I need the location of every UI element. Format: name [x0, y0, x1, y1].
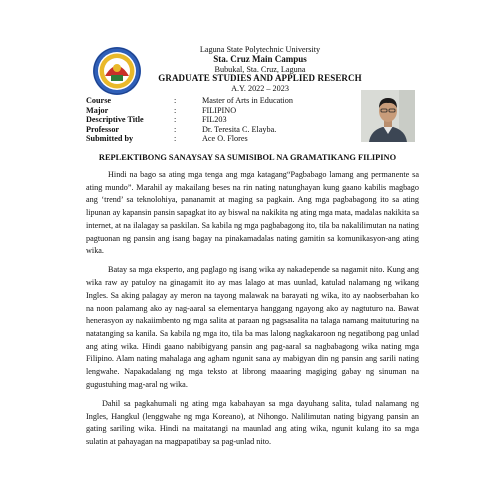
- paragraph: Dahil sa pagkahumali ng ating mga kabahayan sa mga dayuhang salita, tulad nalamang ng Ingles, Hangkul (lenggwahe ng mga Koreano), at Nihongo. Nalilimutan nating bigyang pansin an gating sariling wika. Hindi na maitatangi na maunlad ang ating wika, ngunit kulang ito sa mga sulatin at pahayagan na magpapatibay sa pag-unlad nito.: [86, 398, 419, 447]
- info-colon: :: [174, 115, 177, 125]
- info-value: FIL203: [202, 115, 227, 125]
- info-colon: :: [174, 105, 177, 115]
- campus-name: Sta. Cruz Main Campus: [213, 53, 307, 64]
- essay-body: [86, 169, 419, 455]
- info-value: FILIPINO: [202, 105, 237, 115]
- essay-title: REPLEKTIBONG SANAYSAY SA SUMISIBOL NA GRAMATIKANG FILIPINO: [98, 153, 397, 162]
- info-label: Submitted by: [86, 134, 134, 144]
- info-label: Course: [86, 96, 112, 105]
- school-name: GRADUATE STUDIES AND APPLIED RESERCH: [158, 73, 362, 84]
- document-header: [130, 45, 390, 94]
- info-row-professor: [86, 125, 293, 135]
- info-value: Dr. Teresita C. Elayba.: [202, 124, 277, 134]
- info-row-course: [86, 96, 293, 106]
- paragraph: Batay sa mga eksperto, ang paglago ng isang wika ay nakadepende sa nagamit nito. Kung ang wika raw ay patuloy na ginagamit ito ay mas lalago at mas uunlad, katulad nalamang ng wikang Ingles. Sa aking palagay ay meron na tayong malawak na barayati ng wika, ito ay naobserbahan ko na noon palamang ako ay nag-aaral sa elementarya hanggang ngayong ako ay nagtuturo na. Bawat henerasyon ay nakaiimbento ng mga salita at paraan ng pagsasalita na talaga namang maituturing na natatanging sa kanila. Sa kabila ng mga ito, tila ba mas lalong nagkakaroon ng negatibong pag unlad ang ating wika. Hindi gaano nabibigyang pansin ang pag-aaral sa nagbabagong wika nating mga Filipino. Alam nating mahalaga ang agham ngunit sana ay mabigyan din ng pansin ang sarili nating lengwahe. Napakadalang ng mga teksto at librong maaaring magiging gabay ng sinuman na gugustuhing mag-aral ng wika.: [86, 265, 419, 389]
- paragraph: Hindi na bago sa ating mga tenga ang mga katagang“Pagbabago lamang ang permanente sa ating mundo”. Marahil ay makailang beses na rin nating natunghayan kung gaano kabilis magbago ang ‘trend’ sa teknolohiya, pananamit at maging sa pagkain. Ang mga pagbabagong ito sa ating lipunan ay kapansin pansin sapagkat ito ay biswal na nakikita ng ating mga mata, madalas nakikita sa internet, at na ilalagay sa paskilan. Sa kabila ng mga pagbabagong ito, tila ba nakalilimutan na nating pagtuonan ng pansin ang isang bagay na pinakamadalas nating gamitin sa komunikasyon-ang ating wika.: [86, 170, 419, 256]
- person-photo: [361, 90, 415, 142]
- info-row-descriptive-title: [86, 115, 293, 125]
- info-row-submitted-by: [86, 134, 293, 144]
- info-colon: :: [174, 96, 177, 105]
- info-label: Descriptive Title: [86, 115, 144, 125]
- info-label: Major: [86, 105, 109, 115]
- info-value: Master of Arts in Education: [202, 96, 293, 105]
- info-colon: :: [174, 124, 177, 134]
- info-label: Professor: [86, 124, 120, 134]
- academic-year: A.Y. 2022 – 2023: [231, 84, 289, 94]
- campus-address: Bubukal, Sta. Cruz, Laguna: [214, 64, 306, 74]
- university-name: Laguna State Polytechnic University: [199, 45, 321, 54]
- submission-info: [86, 96, 293, 144]
- info-value: Ace O. Flores: [202, 134, 248, 144]
- info-colon: :: [174, 134, 177, 144]
- info-row-major: [86, 106, 293, 116]
